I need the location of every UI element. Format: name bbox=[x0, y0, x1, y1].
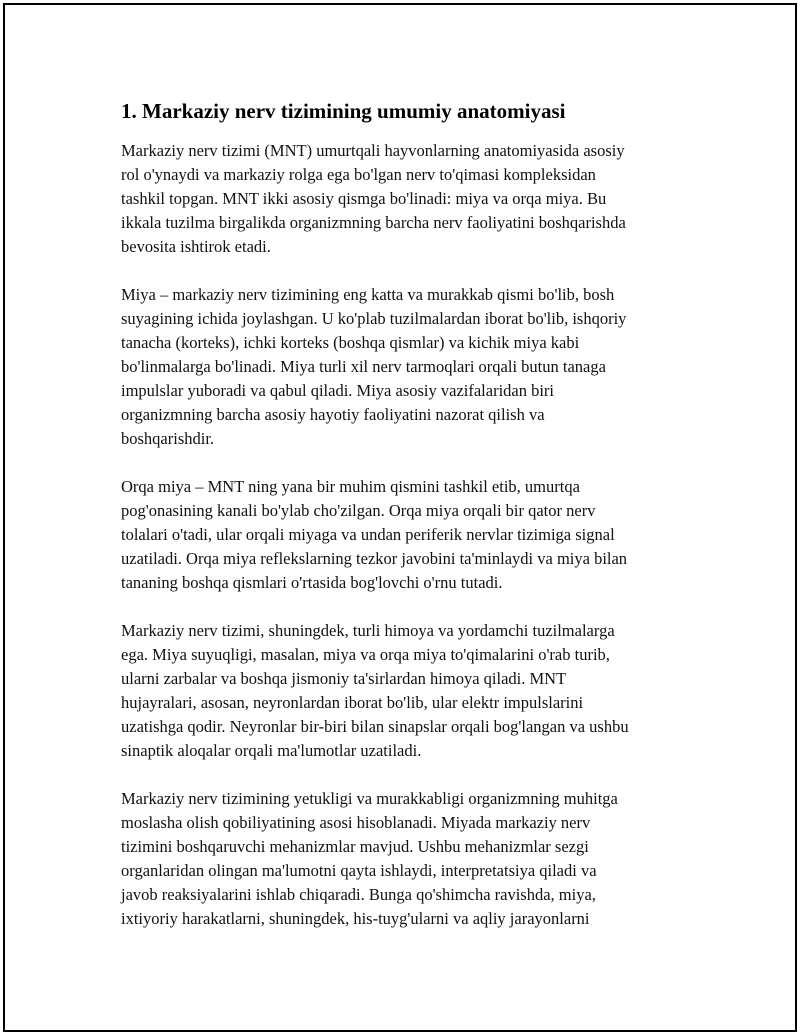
text-line: rol o'ynaydi va markaziy rolga ega bo'lgan nerv to'qimasi kompleksidan bbox=[121, 165, 596, 184]
section-heading: 1. Markaziy nerv tizimining umumiy anatomiyasi bbox=[121, 99, 566, 123]
text-line: uzatiladi. Orqa miya reflekslarning tezkor javobini ta'minlaydi va miya bilan bbox=[121, 549, 628, 568]
paragraph-brain bbox=[121, 283, 701, 451]
text-line: suyagining ichida joylashgan. U ko'plab tuzilmalardan iborat bo'lib, ishqoriy bbox=[121, 309, 627, 328]
paragraph-protection bbox=[121, 619, 701, 763]
text-line: ikkala tuzilma birgalikda organizmning barcha nerv faoliyatini boshqarishda bbox=[121, 213, 626, 232]
text-line: bevosita ishtirok etadi. bbox=[121, 237, 271, 256]
text-line: uzatishga qodir. Neyronlar bir-biri bilan sinapslar orqali bog'langan va ushbu bbox=[121, 717, 629, 736]
text-line: Miya – markaziy nerv tizimining eng katta va murakkab qismi bo'lib, bosh bbox=[121, 285, 615, 304]
text-line: hujayralari, asosan, neyronlardan iborat bo'lib, ular elektr impulslarini bbox=[121, 693, 584, 712]
paragraph-spinal-cord bbox=[121, 475, 701, 595]
text-line: moslasha olish qobiliyatining asosi hisoblanadi. Miyada markaziy nerv bbox=[121, 813, 591, 832]
text-line: tashkil topgan. MNT ikki asosiy qismga bo'linadi: miya va orqa miya. Bu bbox=[121, 189, 607, 208]
text-line: tanacha (korteks), ichki korteks (boshqa qismlar) va kichik miya kabi bbox=[121, 333, 580, 352]
document-content bbox=[121, 97, 701, 955]
document-page bbox=[3, 3, 797, 1032]
paragraph-maturity bbox=[121, 787, 701, 931]
text-line: ixtiyoriy harakatlarni, shuningdek, his-tuyg'ularni va aqliy jarayonlarni bbox=[121, 909, 590, 928]
text-line: Markaziy nerv tizimi (MNT) umurtqali hayvonlarning anatomiyasida asosiy bbox=[121, 141, 625, 160]
text-line: pog'onasining kanali bo'ylab cho'zilgan. Orqa miya orqali bir qator nerv bbox=[121, 501, 596, 520]
text-line: sinaptik aloqalar orqali ma'lumotlar uzatiladi. bbox=[121, 741, 422, 760]
text-line: Markaziy nerv tizimining yetukligi va murakkabligi organizmning muhitga bbox=[121, 789, 618, 808]
text-line: organlaridan olingan ma'lumotni qayta ishlaydi, interpretatsiya qiladi va bbox=[121, 861, 597, 880]
text-line: Markaziy nerv tizimi, shuningdek, turli himoya va yordamchi tuzilmalarga bbox=[121, 621, 615, 640]
text-line: Orqa miya – MNT ning yana bir muhim qismini tashkil etib, umurtqa bbox=[121, 477, 580, 496]
text-line: ega. Miya suyuqligi, masalan, miya va orqa miya to'qimalarini o'rab turib, bbox=[121, 645, 610, 664]
text-line: impulslar yuboradi va qabul qiladi. Miya asosiy vazifalaridan biri bbox=[121, 381, 555, 400]
text-line: boshqarishdir. bbox=[121, 429, 215, 448]
text-line: tolalari o'tadi, ular orqali miyaga va undan periferik nervlar tizimiga signal bbox=[121, 525, 615, 544]
text-line: tananing boshqa qismlari o'rtasida bog'lovchi o'rnu tutadi. bbox=[121, 573, 503, 592]
text-line: tizimini boshqaruvchi mehanizmlar mavjud. Ushbu mehanizmlar sezgi bbox=[121, 837, 589, 856]
text-line: organizmning barcha asosiy hayotiy faoliyatini nazorat qilish va bbox=[121, 405, 545, 424]
text-line: javob reaksiyalarini ishlab chiqaradi. Bunga qo'shimcha ravishda, miya, bbox=[121, 885, 596, 904]
text-line: bo'linmalarga bo'linadi. Miya turli xil nerv tarmoqlari orqali butun tanaga bbox=[121, 357, 606, 376]
paragraph-intro bbox=[121, 139, 701, 259]
text-line: ularni zarbalar va boshqa jismoniy ta'sirlardan himoya qiladi. MNT bbox=[121, 669, 567, 688]
